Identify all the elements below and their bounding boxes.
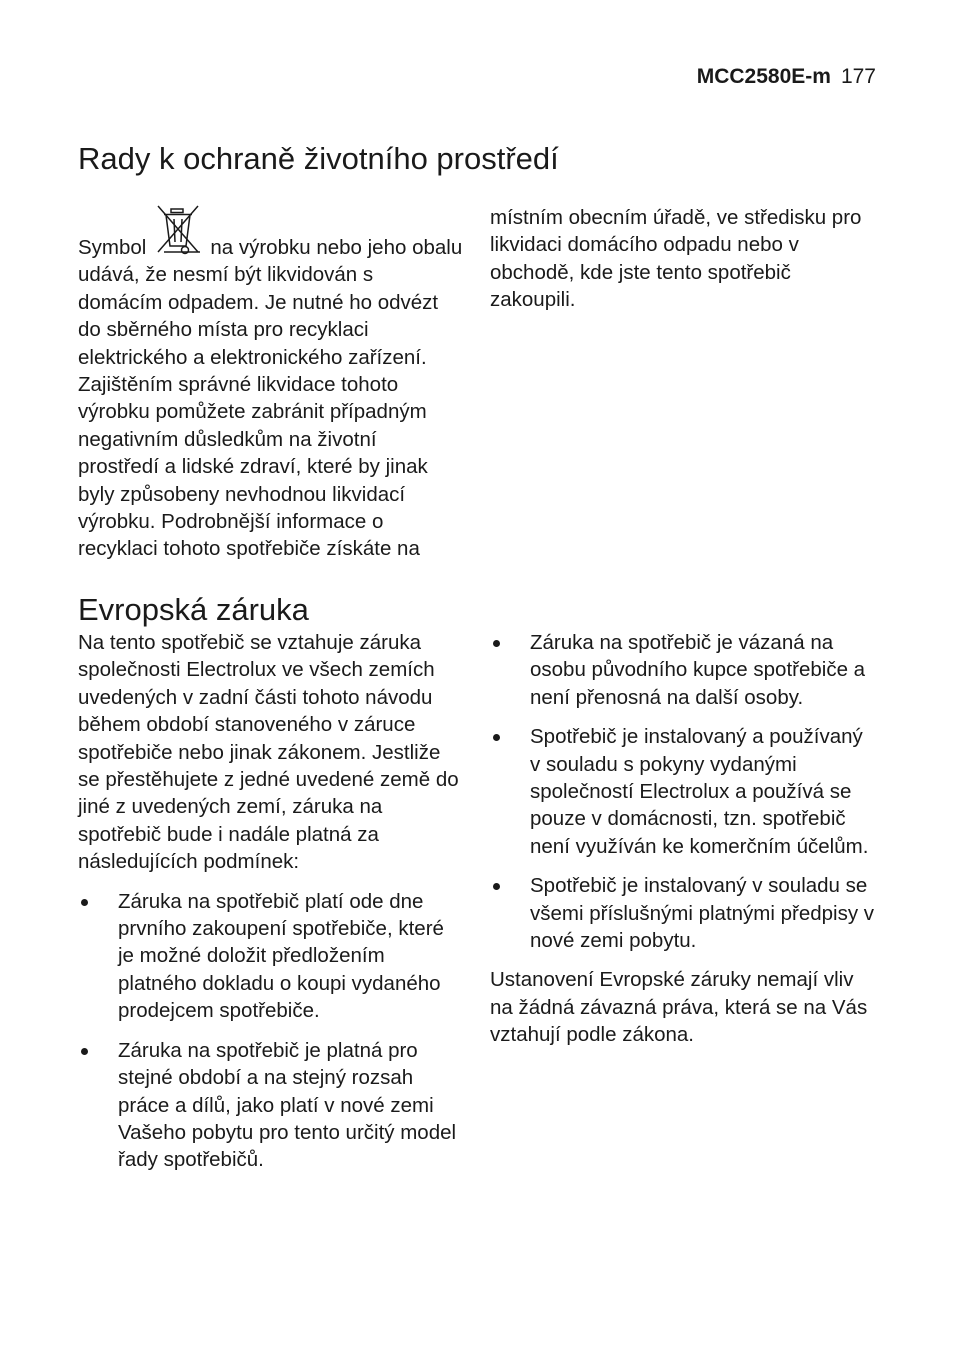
warranty-intro: Na tento spotřebič se vztahuje záruka společnosti Electrolux ve všech zemích uvedených v zadní části tohoto návodu během období stanoveného v záruce spotřebiče nebo jinak zákonem. Jestliže se přestěhujete z jedné uvedené země do jiné z uvedených zemí, záruka na spotřebič bude i nadále platná za následujících podmínek: xyxy=(78,631,459,874)
environment-left-column xyxy=(78,204,463,563)
warranty-closing: Ustanovení Evropské záruky nemají vliv na žádná závazná práva, která se na Vás vztahují podle zákona. xyxy=(490,968,868,1047)
list-item: Spotřebič je instalovaný v souladu se všemi příslušnými platnými předpisy v nové zemi pobytu. xyxy=(490,872,875,954)
warranty-right-list xyxy=(490,629,875,954)
list-item: Záruka na spotřebič platí ode dne prvního zakoupení spotřebiče, které je možné doložit předložením platného dokladu o koupi vydaného prodejcem spotřebiče. xyxy=(78,888,463,1025)
warranty-right-column xyxy=(490,629,875,1049)
list-item: Záruka na spotřebič je platná pro stejné období a na stejný rozsah práce a dílů, jako platí v nové zemi Vašeho pobytu pro tento určitý model řady spotřebičů. xyxy=(78,1037,463,1174)
list-item: Záruka na spotřebič je vázaná na osobu původního kupce spotřebiče a není přenosná na další osoby. xyxy=(490,629,875,711)
warranty-left-list xyxy=(78,888,463,1174)
environment-text-right: místním obecním úřadě, ve středisku pro likvidaci domácího odpadu nebo v obchodě, kde jste tento spotřebič zakoupili. xyxy=(490,206,862,312)
environment-right-column xyxy=(490,204,875,314)
environment-text-rest: na výrobku nebo jeho obalu udává, že nesmí být likvidován s domácím odpadem. Je nutné ho odvézt do sběrného místa pro recyklaci elektrického a elektronického zařízení. Zajištěním správné likvidace tohoto výrobku pomůžete zabránit případným negativním důsledkům na životní prostředí a lidské zdraví, které by jinak byly způsobeny nevhodnou likvidací výrobku. Podrobnější informace o recyklaci tohoto spotřebiče získáte na xyxy=(78,236,463,561)
list-item: Spotřebič je instalovaný a používaný v souladu s pokyny vydanými společností Electrolux a používá se pouze v domácnosti, tzn. spotřebič není využíván ke komerčním účelům. xyxy=(490,723,875,860)
model-number: MCC2580E-m xyxy=(696,65,831,88)
warranty-section-title: Evropská záruka xyxy=(78,592,309,627)
page-number: 177 xyxy=(840,65,876,88)
environment-text-left xyxy=(78,204,463,563)
crossed-out-wheelie-bin-icon xyxy=(152,204,204,258)
symbol-word: Symbol xyxy=(78,236,147,259)
page-header xyxy=(697,62,876,92)
environment-section-title: Rady k ochraně životního prostředí xyxy=(78,141,559,176)
warranty-left-column xyxy=(78,629,463,1174)
